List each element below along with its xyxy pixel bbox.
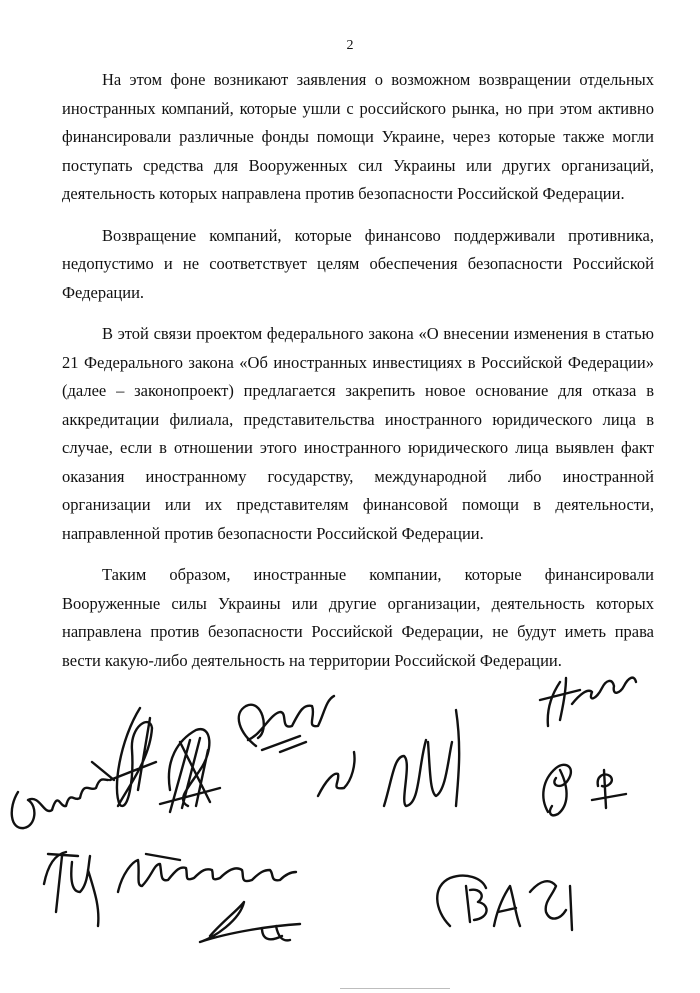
signature-4 [239, 696, 334, 752]
signature-5 [318, 752, 355, 796]
signature-7 [540, 678, 636, 726]
signature-3 [160, 729, 220, 812]
signature-12 [200, 902, 300, 942]
document-body [62, 66, 654, 688]
signatures-drawing [0, 630, 700, 993]
signature-10 [44, 852, 98, 926]
signature-9 [592, 770, 626, 808]
signature-6 [384, 710, 459, 806]
paragraph-4: Таким образом, иностранные компании, которые финансировали Вооруженные силы Украины или другие организации, деятельность которых направлена против безопасности Российской Федерации, не будут иметь права вести какую-либо деятельность на территории Российской Федерации. [62, 565, 654, 670]
paragraph-1: На этом фоне возникают заявления о возможном возвращении отдельных иностранных компаний, которые ушли с российского рынка, но при этом активно финансировали различные фонды помощи Украине, через которые также могли поступать средства для Вооруженных сил Украины или других организаций, деятельность которых направлена против безопасности Российской Федерации. [62, 70, 654, 203]
paragraph-2: Возвращение компаний, которые финансово поддерживали противника, недопустимо и не соответствует целям обеспечения безопасности Российской Федерации. [62, 225, 654, 302]
signatures-block [0, 630, 700, 993]
bottom-rule [340, 988, 450, 989]
signature-1 [12, 762, 114, 828]
signature-8 [543, 765, 571, 816]
signature-13 [437, 876, 572, 930]
signature-11 [118, 854, 296, 892]
signature-2 [110, 708, 156, 806]
paragraph-3: В этой связи проектом федерального закона «О внесении изменения в статью 21 Федерального закона «Об иностранных инвестициях в Российской Федерации» (далее – законопроект) предлагается закрепить новое основание для отказа в аккредитации филиала, представительства иностранного юридического лица в случае, если в отношении этого иностранного юридического лица выявлен факт оказания иностранному государству, международной либо иностранной организации или их представителям финансовой помощи в деятельности, направленной против безопасности Российской Федерации. [62, 324, 654, 543]
page-number: 2 [346, 38, 354, 53]
